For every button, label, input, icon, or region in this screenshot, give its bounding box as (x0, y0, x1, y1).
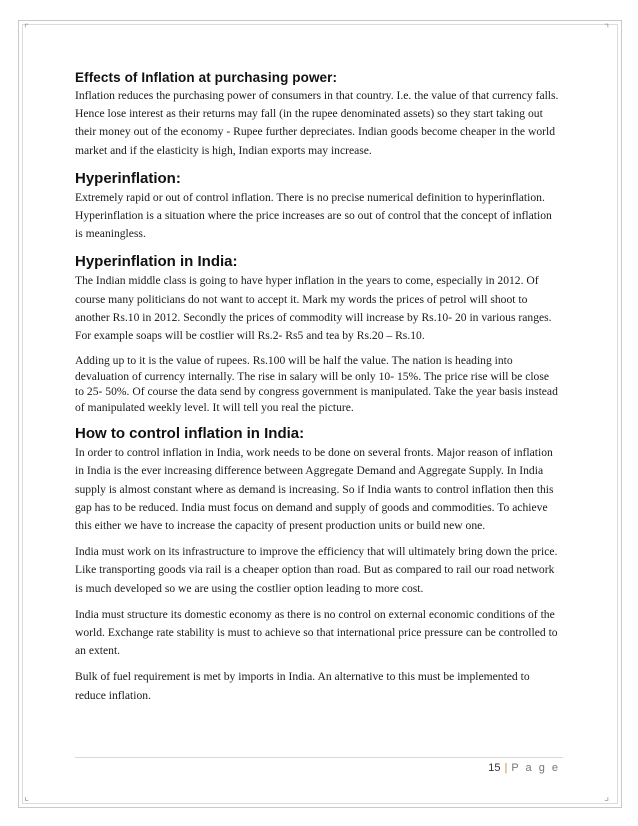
paragraph: India must work on its infrastructure to improve the efficiency that will ultimately bring down the price. Like transporting goods via rail is a cheaper option than road. But as compared to rail our road network is much developed so we are using the costlier option leading to more cost. (75, 545, 558, 595)
paragraph: Extremely rapid or out of control inflation. There is no precise numerical definition to hyperinflation. Hyperinflation is a situation where the price increases are so out of control that the concept of inflation is meaningless. (75, 190, 552, 241)
section-hyperinflation-india (75, 253, 560, 415)
page-number: 15 (488, 762, 501, 774)
corner-ornament-icon: ⌝ (604, 22, 610, 35)
corner-ornament-icon: ⌟ (604, 790, 610, 803)
section-hyperinflation (75, 170, 560, 244)
paragraph: Inflation reduces the purchasing power of consumers in that country. I.e. the value of that currency falls. Hence lose interest as their returns may fall (in the rupee denominated assets) so they start taking out their money out of the economy - Rupee further depreciates. Indian goods become cheaper in the world market and if the elasticity is high, Indian exports may increase. (75, 89, 559, 157)
paragraph: India must structure its domestic economy as there is no control on external economic conditions of the world. Exchange rate stability is must to achieve so that international price pressure can be controlled to an extent. (75, 607, 558, 658)
paragraph: Adding up to it is the value of rupees. Rs.100 will be half the value. The nation is heading into devaluation of currency internally. The rise in salary will be only 10- 15%. The price rise will be close to 25- 50%. Of course the data send by congress government is manipulated. Take the year basis instead of manipulated weekly level. It will tell you real the picture. (75, 354, 558, 414)
page-footer (488, 762, 560, 774)
paragraph: Bulk of fuel requirement is met by imports in India. An alternative to this must be implemented to reduce inflation. (75, 670, 530, 702)
corner-ornament-icon: ⌜ (24, 22, 30, 35)
section-heading: Hyperinflation in India: (75, 253, 238, 271)
section-control-inflation (75, 425, 560, 705)
document-body (75, 70, 560, 715)
corner-ornament-icon: ⌞ (24, 790, 30, 803)
section-effects (75, 70, 560, 160)
footer-divider (75, 757, 563, 758)
footer-separator: | (504, 762, 508, 774)
section-heading: How to control inflation in India: (75, 425, 305, 443)
paragraph: In order to control inflation in India, work needs to be done on several fronts. Major reason of inflation in India is the ever increasing difference between Aggregate Demand and Aggregate Supply. In India supply is almost constant where as demand is increasing. So if India wants to control inflation then this gap has to be reduced. India must focus on demand and supply of goods and commodities. To achieve this either we have to increase the capacity of present production units or build new one. (75, 446, 554, 533)
section-heading: Hyperinflation: (75, 169, 181, 187)
paragraph: The Indian middle class is going to have hyper inflation in the years to come, especially in 2012. Of course many politicians do not want to accept it. Mark my words the prices of petrol will shoot to another Rs.10 in 2012. Secondly the prices of commodity will increase by Rs.10- 20 in various ranges. For example soaps will be costlier will Rs.2- Rs5 and tea by Rs.20 – Rs.10. (75, 274, 552, 343)
page-label: P a g e (511, 762, 560, 774)
section-heading: Effects of Inflation at purchasing power: (75, 70, 338, 85)
